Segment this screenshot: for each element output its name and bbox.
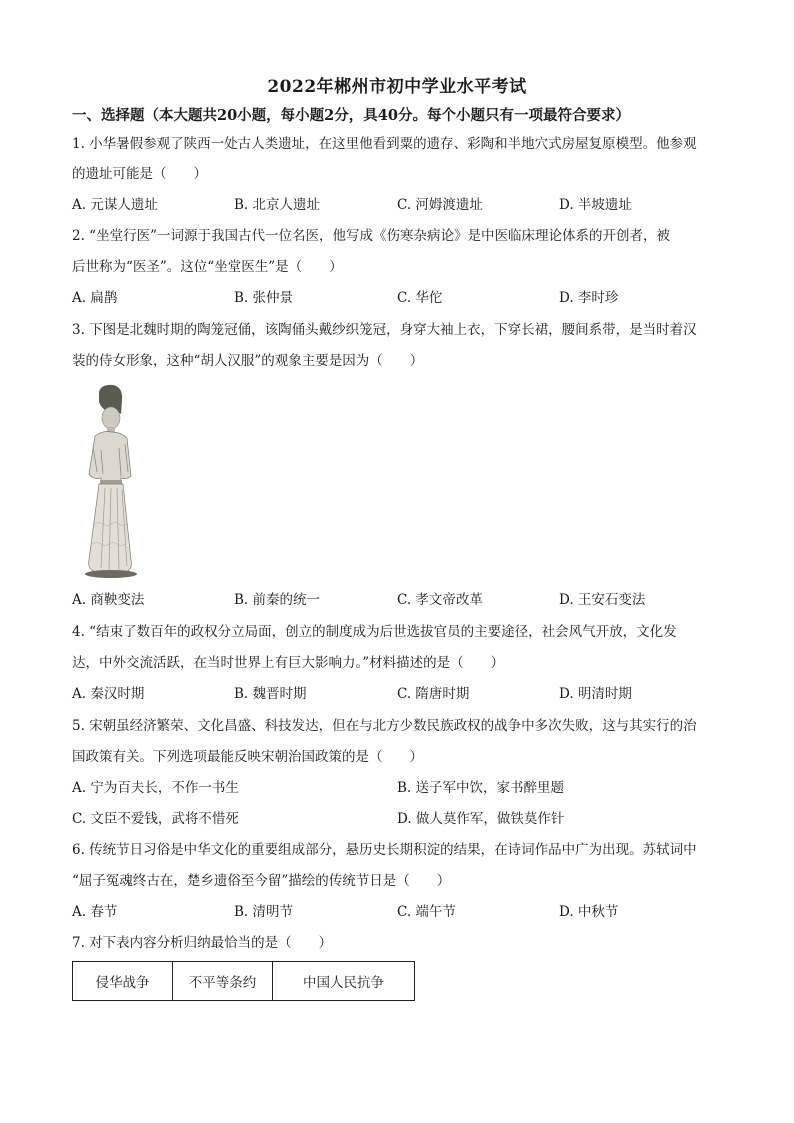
option-a[interactable]: A. 宁为百夫长，不作一书生 [72, 780, 239, 796]
option-c[interactable]: C. 孝文帝改革 [397, 592, 483, 608]
question-2-line-1: 2. “坐堂行医”一词源于我国古代一位名医，他写成《伤寒杂病论》是中医临床理论体系的开创者，被 [72, 228, 670, 244]
option-a[interactable]: A. 商鞅变法 [72, 592, 145, 608]
exam-title: 2022年郴州市初中学业水平考试 [267, 77, 527, 97]
option-d[interactable]: D. 中秋节 [559, 904, 619, 920]
question-1-line-2: 的遗址可能是（ ） [72, 166, 207, 182]
option-c[interactable]: C. 河姆渡遗址 [397, 197, 483, 213]
option-c[interactable]: C. 端午节 [397, 904, 456, 920]
question-4-options [72, 684, 722, 704]
option-d[interactable]: D. 半坡遗址 [559, 197, 632, 213]
question-5-options-row-1 [72, 778, 722, 798]
question-6-options [72, 902, 722, 922]
question-4-line-2: 达，中外交流活跃，在当时世界上有巨大影响力。”材料描述的是（ ） [72, 655, 505, 671]
table-cell: 侵华战争 [73, 962, 173, 1001]
table-cell: 不平等条约 [173, 962, 273, 1001]
option-d[interactable]: D. 李时珍 [559, 290, 619, 306]
option-d[interactable]: D. 明清时期 [559, 686, 632, 702]
question-5-line-1: 5. 宋朝虽经济繁荣、文化昌盛、科技发达，但在与北方少数民族政权的战争中多次失败，这与其实行的治 [72, 718, 697, 734]
question-3-line-1: 3. 下图是北魏时期的陶笼冠俑，该陶俑头戴纱织笼冠，身穿大袖上衣，下穿长裙，腰间系带，是当时着汉 [72, 322, 697, 338]
option-c[interactable]: C. 隋唐时期 [397, 686, 470, 702]
question-7-line-1: 7. 对下表内容分析归纳最恰当的是（ ） [72, 935, 333, 951]
question-1-line-1: 1. 小华暑假参观了陕西一处古人类遗址，在这里他看到粟的遗存、彩陶和半地穴式房屋复原模型。他参观 [72, 136, 697, 152]
question-5-line-2: 国政策有关。下列选项最能反映宋朝治国政策的是（ ） [72, 749, 423, 765]
option-d[interactable]: D. 王安石变法 [559, 592, 646, 608]
question-6-line-2: “屈子冤魂终古在，楚乡遗俗至今留”描绘的传统节日是（ ） [72, 873, 451, 889]
figurine-image [75, 384, 150, 580]
section-heading: 一、选择题（本大题共20小题，每小题2分，具40分。每个小题只有一项最符合要求） [72, 107, 630, 124]
question-6-line-1: 6. 传统节日习俗是中华文化的重要组成部分，悬历史长期积淀的结果，在诗词作品中广为出现。苏轼词中 [72, 842, 697, 858]
question-1-options [72, 195, 722, 215]
question-4-line-1: 4. “结束了数百年的政权分立局面，创立的制度成为后世选拔官员的主要途径，社会风气开放，文化发 [72, 624, 677, 640]
option-b[interactable]: B. 送子军中饮，家书醉里题 [397, 780, 565, 796]
option-d[interactable]: D. 做人莫作军，做铁莫作针 [397, 811, 565, 827]
question-2-options [72, 288, 722, 308]
question-3-options [72, 590, 722, 610]
option-b[interactable]: B. 前秦的统一 [234, 592, 321, 608]
table-row [73, 962, 415, 1001]
option-c[interactable]: C. 文臣不爱钱，武将不惜死 [72, 811, 239, 827]
option-a[interactable]: A. 秦汉时期 [72, 686, 145, 702]
option-c[interactable]: C. 华佗 [397, 290, 443, 306]
question-7-table [72, 961, 415, 1001]
option-b[interactable]: B. 北京人遗址 [234, 197, 321, 213]
question-5-options-row-2 [72, 809, 722, 829]
option-a[interactable]: A. 扁鹊 [72, 290, 118, 306]
option-b[interactable]: B. 清明节 [234, 904, 294, 920]
option-a[interactable]: A. 春节 [72, 904, 118, 920]
question-2-line-2: 后世称为“医圣”。这位“坐堂医生”是（ ） [72, 259, 343, 275]
option-b[interactable]: B. 魏晋时期 [234, 686, 307, 702]
question-3-line-2: 装的侍女形象，这种“胡人汉服”的观象主要是因为（ ） [72, 353, 424, 369]
option-a[interactable]: A. 元谋人遗址 [72, 197, 158, 213]
option-b[interactable]: B. 张仲景 [234, 290, 294, 306]
table-cell: 中国人民抗争 [273, 962, 415, 1001]
